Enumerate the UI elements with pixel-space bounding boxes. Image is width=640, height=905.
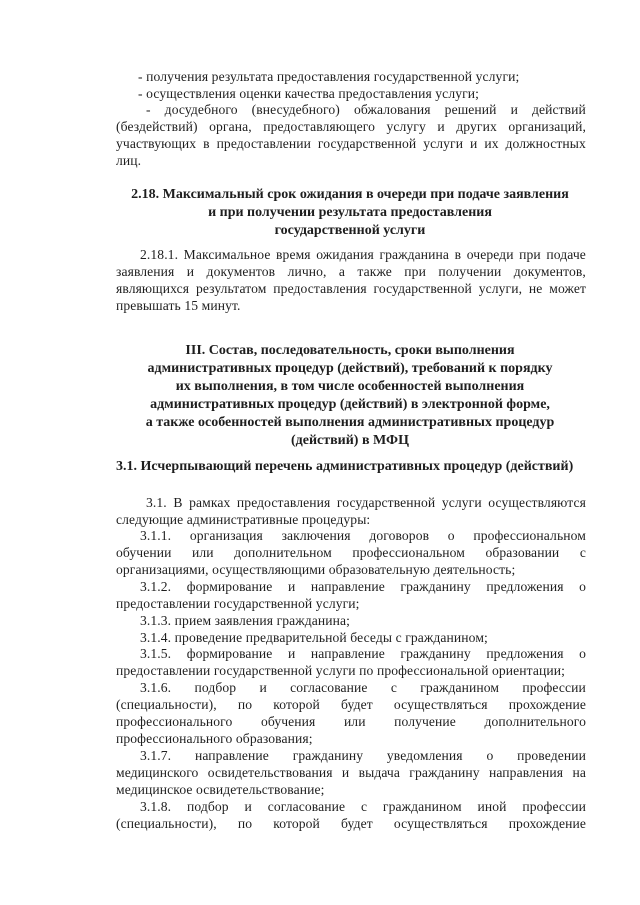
section-heading: а также особенностей выполнения административных процедур bbox=[145, 415, 555, 430]
word: согласование bbox=[267, 799, 346, 814]
justified-line bbox=[116, 119, 586, 135]
subsection-heading: 3.1. Исчерпывающий перечень административных процедур (действий) bbox=[116, 459, 574, 474]
word: и bbox=[437, 119, 445, 134]
word: медицинского bbox=[116, 765, 199, 780]
word: подаче bbox=[546, 247, 586, 262]
word: профессиональном bbox=[352, 545, 465, 560]
section-heading: административных процедур (действий), требований к порядку bbox=[147, 361, 553, 376]
word: прохождение bbox=[508, 816, 586, 831]
text-line: медицинское освидетельствование; bbox=[116, 782, 325, 797]
word: или bbox=[192, 545, 214, 560]
word: осуществляться bbox=[393, 697, 488, 712]
word: в bbox=[203, 136, 210, 151]
justified-line bbox=[140, 680, 586, 696]
word: обучения bbox=[260, 714, 316, 729]
word: государственной bbox=[336, 495, 436, 510]
word: других bbox=[456, 119, 497, 134]
word: 3.1.2. bbox=[140, 579, 172, 594]
word: органа, bbox=[209, 119, 252, 134]
word: и bbox=[244, 799, 252, 814]
word: 3.1.6. bbox=[140, 680, 172, 695]
section-heading: 2.18. Максимальный срок ожидания в очереди при подаче заявления bbox=[131, 187, 569, 202]
text-line: превышать 15 минут. bbox=[116, 298, 241, 313]
word: осуществляться bbox=[393, 816, 488, 831]
justified-line bbox=[116, 545, 586, 561]
word: получении bbox=[438, 264, 502, 279]
word: 2.18.1. bbox=[140, 247, 179, 262]
word: дополнительного bbox=[484, 714, 586, 729]
word: решений bbox=[444, 102, 497, 117]
word: формирование bbox=[186, 579, 273, 594]
word: получение bbox=[394, 714, 456, 729]
word: будет bbox=[341, 697, 373, 712]
word: согласование bbox=[290, 680, 368, 695]
word: являющихся bbox=[116, 281, 190, 296]
word: которой bbox=[273, 697, 320, 712]
word: проведении bbox=[517, 748, 586, 763]
justified-line bbox=[116, 816, 586, 832]
word: о bbox=[447, 528, 455, 543]
word: которой bbox=[273, 816, 320, 831]
text-line: предоставлении государственной услуги по профессиональной ориентации; bbox=[116, 663, 566, 678]
justified-line bbox=[140, 528, 586, 544]
word: документов bbox=[206, 264, 276, 279]
word: В bbox=[173, 495, 183, 510]
word: на bbox=[572, 765, 586, 780]
word: и bbox=[287, 646, 296, 661]
word: (специальности), bbox=[116, 697, 217, 712]
word: по bbox=[237, 697, 253, 712]
word: услуги, bbox=[478, 281, 523, 296]
text-line: профессионального образования; bbox=[116, 731, 313, 746]
text-line: - осуществления оценки качества предоставления услуги; bbox=[138, 86, 480, 101]
word: в bbox=[454, 247, 462, 262]
justified-line bbox=[116, 136, 586, 152]
word: прохождение bbox=[508, 697, 586, 712]
word: 3.1.5. bbox=[140, 646, 172, 661]
word: время bbox=[276, 247, 311, 262]
word: освидетельствования bbox=[207, 765, 333, 780]
text-line: 3.1.4. проведение предварительной беседы с гражданином; bbox=[140, 630, 488, 645]
word: предоставления bbox=[236, 495, 331, 510]
word: предоставления bbox=[273, 281, 367, 296]
justified-line bbox=[140, 579, 586, 595]
justified-line bbox=[116, 264, 586, 280]
word: и bbox=[341, 765, 350, 780]
word: досудебного bbox=[164, 102, 238, 117]
section-heading: государственной услуги bbox=[274, 223, 426, 238]
justified-line bbox=[116, 281, 586, 297]
word: иной bbox=[477, 799, 507, 814]
word: формирование bbox=[186, 646, 273, 661]
word: и bbox=[470, 136, 478, 151]
word: направление bbox=[310, 579, 385, 594]
word: гражданину bbox=[400, 646, 471, 661]
word: также bbox=[357, 264, 392, 279]
word: - bbox=[146, 102, 151, 117]
word: гражданину bbox=[409, 765, 480, 780]
word: будет bbox=[341, 816, 373, 831]
section-heading: и при получении результата предоставления bbox=[208, 205, 492, 220]
word: осуществляются bbox=[488, 495, 586, 510]
word: выдача bbox=[358, 765, 400, 780]
word: направления bbox=[488, 765, 564, 780]
word: с bbox=[390, 680, 397, 695]
word: услуги bbox=[423, 136, 464, 151]
word: государственной bbox=[373, 281, 472, 296]
word: образовании bbox=[485, 545, 560, 560]
word: с bbox=[579, 545, 586, 560]
word: или bbox=[343, 714, 366, 729]
justified-line bbox=[146, 102, 586, 118]
word: Максимальное bbox=[183, 247, 271, 262]
word: профессионального bbox=[116, 714, 233, 729]
justified-line bbox=[116, 765, 586, 781]
word: профессиональном bbox=[473, 528, 586, 543]
word: о bbox=[486, 748, 494, 763]
text-line: лиц. bbox=[116, 153, 142, 168]
word: ожидания bbox=[316, 247, 374, 262]
word: очереди bbox=[466, 247, 514, 262]
word: заключения bbox=[281, 528, 351, 543]
word: уведомления bbox=[386, 748, 463, 763]
word: организаций, bbox=[508, 119, 586, 134]
word: гражданином bbox=[382, 799, 462, 814]
word: направление bbox=[194, 748, 269, 763]
word: договоров bbox=[369, 528, 430, 543]
word: направление bbox=[310, 646, 385, 661]
word: гражданина bbox=[379, 247, 450, 262]
word: 3.1.8. bbox=[140, 799, 172, 814]
word: может bbox=[549, 281, 586, 296]
word: гражданину bbox=[292, 748, 364, 763]
word: 3.1.7. bbox=[140, 748, 172, 763]
word: и bbox=[186, 264, 195, 279]
section-heading: административных процедур (действий) в электронной форме, bbox=[150, 397, 550, 412]
word: (внесудебного) bbox=[251, 102, 340, 117]
section-heading: их выполнения, в том числе особенностей выполнения bbox=[175, 379, 525, 394]
word: предоставляющего bbox=[263, 119, 375, 134]
word: не bbox=[528, 281, 543, 296]
word: о bbox=[579, 579, 586, 594]
word: лично, bbox=[287, 264, 327, 279]
word: участвующих bbox=[116, 136, 197, 151]
word: при bbox=[404, 264, 426, 279]
word: документов, bbox=[513, 264, 586, 279]
word: а bbox=[338, 264, 346, 279]
word: 3.1. bbox=[146, 495, 167, 510]
justified-line bbox=[140, 247, 586, 263]
word: действий bbox=[531, 102, 586, 117]
justified-line bbox=[116, 714, 586, 730]
word: должностных bbox=[505, 136, 586, 151]
word: профессии bbox=[522, 680, 586, 695]
text-line: предоставлении государственной услуги; bbox=[116, 596, 360, 611]
word: (бездействий) bbox=[116, 119, 198, 134]
word: 3.1.1. bbox=[140, 528, 172, 543]
word: результатом bbox=[195, 281, 267, 296]
word: (специальности), bbox=[116, 816, 217, 831]
word: с bbox=[360, 799, 368, 814]
text-line: организациями, осуществляющими образовательную деятельность; bbox=[116, 562, 516, 577]
word: услуги bbox=[441, 495, 482, 510]
justified-line bbox=[140, 748, 586, 764]
word: заявления bbox=[116, 264, 175, 279]
word: рамках bbox=[189, 495, 231, 510]
word: и bbox=[510, 102, 518, 117]
justified-line bbox=[140, 646, 586, 662]
text-line: 3.1.3. прием заявления гражданина; bbox=[140, 613, 351, 628]
justified-line bbox=[116, 697, 586, 713]
word: подбор bbox=[194, 680, 237, 695]
word: профессии bbox=[522, 799, 586, 814]
word: дополнительном bbox=[234, 545, 332, 560]
word: подбор bbox=[187, 799, 229, 814]
word: по bbox=[237, 816, 253, 831]
word: обучении bbox=[116, 545, 172, 560]
section-heading: III. Состав, последовательность, сроки выполнения bbox=[185, 343, 515, 358]
word: и bbox=[259, 680, 267, 695]
section-heading: (действий) в МФЦ bbox=[291, 433, 409, 448]
text-line: - получения результата предоставления государственной услуги; bbox=[138, 69, 520, 84]
word: предоставлении bbox=[216, 136, 311, 151]
word: их bbox=[484, 136, 499, 151]
word: предложения bbox=[486, 646, 564, 661]
word: о bbox=[579, 646, 586, 661]
word: при bbox=[519, 247, 541, 262]
word: и bbox=[287, 579, 296, 594]
word: государственной bbox=[317, 136, 417, 151]
text-line: следующие административные процедуры: bbox=[116, 512, 371, 527]
word: предложения bbox=[486, 579, 564, 594]
word: услугу bbox=[386, 119, 426, 134]
word: гражданином bbox=[420, 680, 500, 695]
word: обжалования bbox=[353, 102, 431, 117]
word: организация bbox=[189, 528, 263, 543]
justified-line bbox=[146, 495, 586, 511]
word: гражданину bbox=[400, 579, 471, 594]
justified-line bbox=[140, 799, 586, 815]
